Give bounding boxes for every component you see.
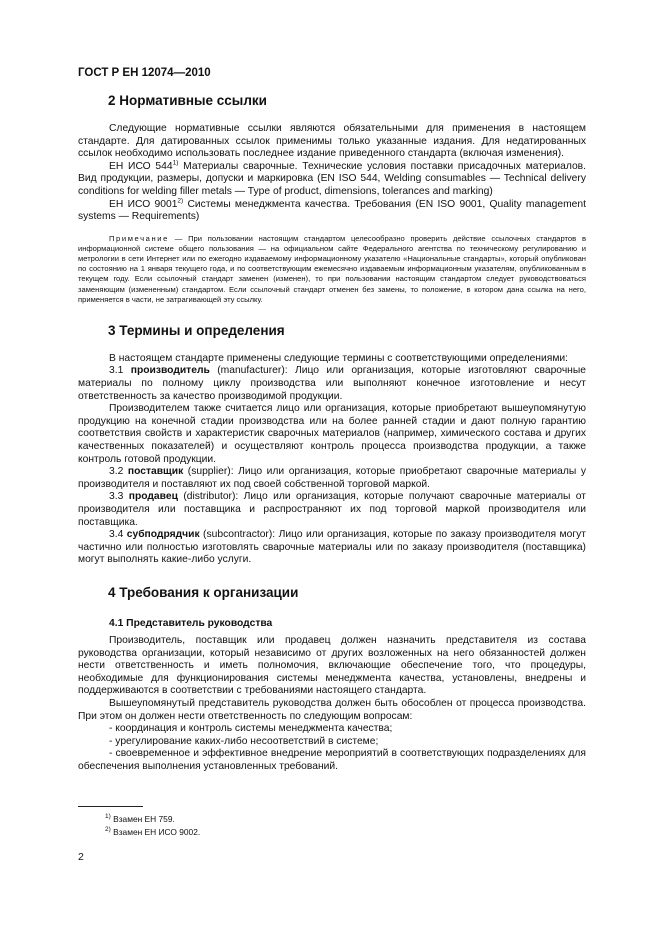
term-number: 3.4 <box>109 529 127 541</box>
term-name: субподрядчик <box>126 529 200 541</box>
footnote-mark: 2) <box>105 826 111 834</box>
normative-refs-intro: Следующие нормативные ссылки являются обязательными для применения в настоящем стандарте. Для датированных ссылок применимы только указанные издания. Для недатированных ссылок необходимо использовать последнее издание приведенного стандарта (включая изменения). <box>78 123 586 160</box>
footnote-mark: 1) <box>105 813 111 821</box>
note-text: — При пользовании настоящим стандартом целесообразно проверить действие ссылочных стандартов в информационной системе общего пользования — на официальном сайте Федерального агентства по техническому регулированию и метрологии в сети Интернет или по ежегодно издаваемому информационному указателю «Национальные стандарты», который опубликован по состоянию на 1 января текущего года, и по соответствующим ежемесячно издаваемым информационным указателям, опубликованным в текущем году. Если ссылочный стандарт заменен (изменен), то при пользовании настоящим стандартом следует руководствоваться заменяющим (измененным) стандартом. Если ссылочный стандарт отменен без замены, то положение, в котором дана ссылка на него, применяется в части, не затрагивающей эту ссылку. <box>78 233 586 304</box>
term-name: производитель <box>130 365 210 377</box>
footnote-text: Взамен ЕН 759. <box>110 814 175 824</box>
footnote-mark: 1) <box>172 159 179 167</box>
footnote-text: Взамен ЕН ИСО 9002. <box>110 827 201 837</box>
term-3-1-extra: Производителем также считается лицо или организация, которые приобретают вышеупомянутую продукцию на конечной стадии производства или на более ранней стадии и дают полную гарантию соответствия свойств и характеристик сварочных материалов (например, химического состава и других качественных показателей) и осуществляют контроль процесса производства продукции, а также контроль готовой продукции. <box>78 403 586 465</box>
subsection-4-1-heading: 4.1 Представитель руководства <box>109 617 273 629</box>
term-number: 3.1 <box>109 365 131 377</box>
term-definition: (manufacturer): Лицо или организация, которые изготовляют сварочные материалы по полному циклу производства или выполняют конечное изготовление и несут ответственность за качество производимой продукции. <box>78 365 586 402</box>
management-rep-paragraph-1: Производитель, поставщик или продавец должен назначить представителя из состава руководства организации, который независимо от других возложенных на него обязанностей должен нести ответственность и иметь полномочия, включающие обеспечение того, что процедуры, необходимые для функционирования системы менеджмента качества, установлены, внедрены и поддерживаются в соответствии с требованиями настоящего стандарта. <box>78 634 586 697</box>
reference-en-iso-544 <box>78 161 586 199</box>
page-body <box>78 92 586 773</box>
terms-intro: В настоящем стандарте применены следующие термины с соответствующими определениями: <box>109 352 569 364</box>
section-4-heading: 4 Требования к организации <box>108 584 299 600</box>
term-name: продавец <box>128 491 178 503</box>
reference-code: ЕН ИСО 9001 <box>109 198 178 210</box>
term-3-4 <box>78 529 586 567</box>
list-item: - своевременное и эффективное внедрение мероприятий в соответствующих подразделениях для обеспечения выполнения установленных требований. <box>78 748 586 772</box>
footnote-1 <box>105 814 175 824</box>
page-number: 2 <box>78 851 84 863</box>
section-3-heading: 3 Термины и определения <box>108 322 285 338</box>
note-paragraph <box>78 234 586 305</box>
document-code: ГОСТ Р ЕН 12074—2010 <box>78 67 211 79</box>
term-3-3 <box>78 491 586 529</box>
term-number: 3.3 <box>109 491 129 503</box>
footnote-separator <box>78 806 143 807</box>
section-2-heading: 2 Нормативные ссылки <box>108 93 267 108</box>
list-item: - координация и контроль системы менеджмента качества; <box>109 723 393 735</box>
reference-en-iso-9001 <box>78 199 586 224</box>
term-number: 3.2 <box>109 466 128 478</box>
management-rep-paragraph-2: Вышеупомянутый представитель руководства должен быть обособлен от процесса производства. При этом он должен нести ответственность по следующим вопросам: <box>78 697 586 722</box>
note-lead: Примечание <box>109 233 169 243</box>
reference-title: Системы менеджмента качества. Требования (EN ISO 9001, Quality management systems — Requirements) <box>78 198 586 223</box>
term-3-2 <box>78 466 586 491</box>
term-definition: (subcontractor): Лицо или организация, которые по заказу производителя могут частично или полностью изготовлять сварочные материалы или по заказу производителя (поставщика) могут выполнять какие-либо услуги. <box>78 529 586 566</box>
term-3-1 <box>78 365 586 403</box>
reference-title: Материалы сварочные. Технические условия поставки присадочных материалов. Вид продукции, размеры, допуски и маркировка (EN ISO 544, Welding consumables — Technical delivery conditions for welding filler metals — Type of product, dimensions, tolerances and marking) <box>78 160 587 197</box>
footnote-2 <box>105 827 200 837</box>
footnote-mark: 2) <box>177 197 184 205</box>
reference-code: ЕН ИСО 544 <box>109 160 173 172</box>
term-name: поставщик <box>127 466 184 478</box>
term-definition: (distributor): Лицо или организация, которые получают сварочные материалы от производителя или поставщика и распространяют их под торговой маркой производителя или поставщика. <box>78 491 586 528</box>
list-item: - урегулирование каких-либо несоответствий в системе; <box>109 735 379 747</box>
term-definition: (supplier): Лицо или организация, которые приобретают сварочные материалы у производителя и поставляют их под своей собственной торговой маркой. <box>78 466 586 490</box>
